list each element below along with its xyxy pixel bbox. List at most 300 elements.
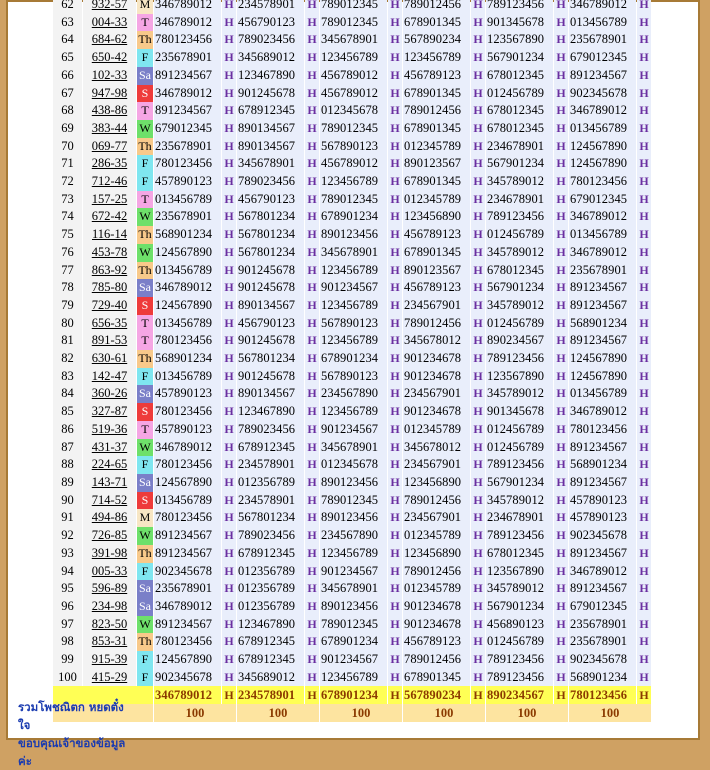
h-mark: H (554, 385, 568, 403)
h-mark: H (637, 226, 651, 244)
number-cell: 124567890 (569, 138, 636, 156)
h-mark: H (305, 49, 319, 67)
day-badge: S (137, 85, 153, 103)
row-code-cell (83, 421, 136, 439)
row-code-cell (83, 403, 136, 421)
summary-number: 567890234 (403, 686, 470, 704)
number-cell: 123456789 (320, 49, 387, 67)
number-cell: 890123456 (320, 509, 387, 527)
row-code-cell (83, 492, 136, 510)
row-code-link[interactable]: 391-98 (91, 545, 128, 560)
h-mark: H (637, 315, 651, 333)
day-badge: Sa (137, 67, 153, 85)
row-number: 96 (53, 598, 82, 616)
row-code-link[interactable]: 729-40 (91, 297, 128, 312)
h-mark: H (222, 509, 236, 527)
h-mark: H (305, 669, 319, 687)
number-cell: 901245678 (237, 262, 304, 280)
h-mark: H (471, 686, 485, 704)
row-number: 81 (53, 332, 82, 350)
h-mark: H (637, 669, 651, 687)
row-number: 83 (53, 368, 82, 386)
number-cell: 568901234 (569, 456, 636, 474)
h-mark: H (305, 368, 319, 386)
h-mark: H (554, 332, 568, 350)
h-mark: H (388, 0, 402, 14)
h-mark: H (554, 492, 568, 510)
number-cell: 780123456 (154, 31, 221, 49)
h-mark: H (388, 492, 402, 510)
h-mark: H (637, 509, 651, 527)
day-badge: T (137, 332, 153, 350)
table-row (53, 598, 651, 616)
row-number: 66 (53, 67, 82, 85)
number-cell: 890123567 (403, 262, 470, 280)
row-number: 86 (53, 421, 82, 439)
number-cell: 567890123 (320, 368, 387, 386)
h-mark: H (554, 633, 568, 651)
h-mark: H (471, 527, 485, 545)
row-number: 68 (53, 102, 82, 120)
number-cell: 780123456 (154, 509, 221, 527)
row-code-cell (83, 368, 136, 386)
row-code-cell (83, 85, 136, 103)
row-code-link[interactable]: 712-46 (91, 174, 128, 189)
number-cell: 012456789 (486, 226, 553, 244)
number-cell: 345789012 (486, 385, 553, 403)
number-cell: 124567890 (154, 244, 221, 262)
h-mark: H (554, 120, 568, 138)
h-mark: H (388, 67, 402, 85)
row-code-cell (83, 669, 136, 687)
h-mark: H (637, 173, 651, 191)
row-number: 79 (53, 297, 82, 315)
summary-number: 780123456 (569, 686, 636, 704)
row-code-link[interactable]: 005-33 (91, 563, 128, 578)
number-cell: 345678012 (403, 439, 470, 457)
row-code-cell (83, 563, 136, 581)
day-badge: S (137, 492, 153, 510)
row-code-link[interactable]: 431-37 (91, 439, 128, 454)
h-mark: H (388, 509, 402, 527)
h-mark: H (388, 527, 402, 545)
h-mark: H (388, 297, 402, 315)
number-cell: 891234567 (569, 297, 636, 315)
number-cell: 345789012 (486, 297, 553, 315)
h-mark: H (471, 191, 485, 209)
row-code-cell (83, 297, 136, 315)
h-mark: H (305, 191, 319, 209)
h-mark: H (637, 492, 651, 510)
row-code-link[interactable]: 823-50 (91, 616, 128, 631)
h-mark: H (637, 563, 651, 581)
number-cell: 678912345 (237, 633, 304, 651)
number-cell: 902345678 (154, 563, 221, 581)
row-code-link[interactable]: 656-35 (91, 315, 128, 330)
h-mark: H (305, 403, 319, 421)
row-code-link[interactable]: 726-85 (91, 528, 128, 543)
row-number: 80 (53, 315, 82, 333)
row-code-link[interactable]: 004-33 (91, 14, 128, 29)
row-code-link[interactable]: 947-98 (91, 85, 128, 100)
number-cell: 012356789 (237, 474, 304, 492)
row-code-link[interactable]: 684-62 (91, 32, 128, 47)
h-mark: H (554, 563, 568, 581)
h-mark: H (471, 332, 485, 350)
number-cell: 567801234 (237, 208, 304, 226)
h-mark: H (554, 474, 568, 492)
row-code-link[interactable]: 650-42 (91, 50, 128, 65)
day-badge: F (137, 173, 153, 191)
number-cell: 789012345 (320, 191, 387, 209)
row-code-cell (83, 191, 136, 209)
number-cell: 901234678 (403, 598, 470, 616)
row-number: 70 (53, 138, 82, 156)
h-mark: H (305, 633, 319, 651)
row-code-link[interactable]: 360-26 (91, 386, 128, 401)
number-cell: 789012456 (403, 315, 470, 333)
number-cell: 789012345 (320, 492, 387, 510)
number-cell: 901345678 (486, 403, 553, 421)
number-cell: 457890123 (154, 173, 221, 191)
h-mark: H (222, 244, 236, 262)
number-cell: 890134567 (237, 138, 304, 156)
number-cell: 567901234 (486, 598, 553, 616)
h-mark: H (637, 208, 651, 226)
row-code-link[interactable]: 157-25 (91, 191, 128, 206)
number-cell: 890123456 (320, 474, 387, 492)
table-row (53, 439, 651, 457)
number-cell: 234567901 (403, 385, 470, 403)
h-mark: H (388, 120, 402, 138)
number-cell: 234578901 (237, 456, 304, 474)
number-cell: 012345678 (320, 102, 387, 120)
h-mark: H (222, 297, 236, 315)
h-mark: H (554, 368, 568, 386)
row-number: 65 (53, 49, 82, 67)
h-mark: H (305, 509, 319, 527)
h-mark: H (554, 208, 568, 226)
h-mark: H (388, 244, 402, 262)
h-mark: H (222, 598, 236, 616)
h-mark: H (388, 173, 402, 191)
h-mark: H (305, 474, 319, 492)
number-cell: 678901345 (403, 244, 470, 262)
number-cell: 124567890 (154, 474, 221, 492)
number-cell: 345789012 (486, 492, 553, 510)
h-mark: H (637, 474, 651, 492)
h-mark: H (222, 120, 236, 138)
number-cell: 346789012 (569, 244, 636, 262)
number-cell: 567890234 (403, 31, 470, 49)
row-code-link[interactable]: 069-77 (91, 138, 128, 153)
number-cell: 890134567 (237, 385, 304, 403)
number-cell: 123456890 (403, 545, 470, 563)
row-code-cell (83, 226, 136, 244)
h-mark: H (388, 686, 402, 704)
row-code-link[interactable]: 672-42 (91, 209, 128, 224)
number-cell: 891234567 (154, 616, 221, 634)
number-cell: 235678901 (154, 49, 221, 67)
number-cell: 901234678 (403, 368, 470, 386)
h-mark: H (305, 226, 319, 244)
h-mark: H (637, 456, 651, 474)
row-code-link[interactable]: 102-33 (91, 67, 128, 82)
row-code-link[interactable]: 453-78 (91, 244, 128, 259)
day-badge: Sa (137, 580, 153, 598)
h-mark: H (554, 580, 568, 598)
number-cell: 345789012 (486, 244, 553, 262)
h-mark: H (554, 527, 568, 545)
h-mark: H (222, 616, 236, 634)
h-mark: H (305, 244, 319, 262)
number-cell: 890123456 (320, 226, 387, 244)
day-badge: W (137, 616, 153, 634)
number-cell: 456890123 (486, 616, 553, 634)
number-cell: 123456789 (320, 297, 387, 315)
row-code-link[interactable]: 383-44 (91, 120, 128, 135)
number-cell: 457890123 (569, 492, 636, 510)
h-mark: H (637, 332, 651, 350)
number-cell: 012345789 (403, 421, 470, 439)
table-row (53, 350, 651, 368)
h-mark: H (305, 651, 319, 669)
row-code-link[interactable]: 519-36 (91, 421, 128, 436)
number-cell: 901234678 (403, 350, 470, 368)
number-cell: 013456789 (569, 120, 636, 138)
row-code-cell (83, 14, 136, 32)
row-number: 93 (53, 545, 82, 563)
h-mark: H (305, 598, 319, 616)
total-cell: 100 (237, 704, 319, 722)
row-code-cell (83, 332, 136, 350)
number-cell: 456789012 (320, 85, 387, 103)
h-mark: H (222, 31, 236, 49)
h-mark: H (554, 545, 568, 563)
row-code-link[interactable]: 596-89 (91, 581, 128, 596)
number-cell: 789012345 (320, 120, 387, 138)
h-mark: H (471, 31, 485, 49)
number-cell: 780123456 (154, 332, 221, 350)
day-badge: F (137, 456, 153, 474)
h-mark: H (471, 633, 485, 651)
number-cell: 456790123 (237, 14, 304, 32)
row-number: 76 (53, 244, 82, 262)
row-code-link[interactable]: 224-65 (91, 457, 128, 472)
table-row (53, 332, 651, 350)
day-badge: T (137, 191, 153, 209)
number-cell: 123567890 (486, 563, 553, 581)
number-cell: 456789123 (403, 226, 470, 244)
row-code-link[interactable]: 327-87 (91, 404, 128, 419)
number-cell: 346789012 (569, 0, 636, 14)
h-mark: H (388, 191, 402, 209)
number-cell: 789123456 (486, 456, 553, 474)
h-mark: H (554, 279, 568, 297)
row-code-link[interactable]: 142-47 (91, 368, 128, 383)
row-code-cell (83, 456, 136, 474)
number-cell: 568901234 (569, 315, 636, 333)
number-cell: 123456789 (320, 262, 387, 280)
row-code-cell (83, 279, 136, 297)
number-cell: 901345678 (486, 14, 553, 32)
h-mark: H (554, 598, 568, 616)
number-cell: 012356789 (237, 563, 304, 581)
number-cell: 123567890 (486, 31, 553, 49)
row-code-link[interactable]: 630-61 (91, 351, 128, 366)
h-mark: H (554, 509, 568, 527)
h-mark: H (554, 155, 568, 173)
h-mark: H (637, 155, 651, 173)
number-cell: 345678901 (237, 155, 304, 173)
h-mark: H (388, 633, 402, 651)
row-code-link[interactable]: 286-35 (91, 156, 128, 171)
h-mark: H (637, 120, 651, 138)
number-cell: 012345678 (320, 456, 387, 474)
h-mark: H (388, 315, 402, 333)
h-mark: H (305, 155, 319, 173)
table-row (53, 297, 651, 315)
number-cell: 678912345 (237, 439, 304, 457)
h-mark: H (388, 102, 402, 120)
row-code-cell (83, 0, 136, 14)
number-cell: 679012345 (154, 120, 221, 138)
h-mark: H (305, 492, 319, 510)
h-mark: H (305, 102, 319, 120)
h-mark: H (305, 580, 319, 598)
number-cell: 901234567 (320, 651, 387, 669)
number-cell: 012456789 (486, 421, 553, 439)
row-number: 78 (53, 279, 82, 297)
footer-line-1: รวมโพชณิตก หยดตั๋งใจ (18, 700, 124, 732)
h-mark: H (471, 403, 485, 421)
row-code-cell (83, 474, 136, 492)
number-cell: 012345789 (403, 191, 470, 209)
h-mark: H (305, 616, 319, 634)
table-row (53, 120, 651, 138)
number-cell: 891234567 (154, 67, 221, 85)
table-row (53, 385, 651, 403)
number-cell: 789012345 (320, 14, 387, 32)
h-mark: H (554, 616, 568, 634)
row-code-link[interactable]: 853-31 (91, 634, 128, 649)
h-mark: H (222, 315, 236, 333)
h-mark: H (222, 527, 236, 545)
h-mark: H (471, 385, 485, 403)
row-number: 100 (53, 669, 82, 687)
h-mark: H (222, 85, 236, 103)
number-cell: 678901345 (403, 85, 470, 103)
number-cell: 902345678 (569, 651, 636, 669)
day-badge: W (137, 527, 153, 545)
h-mark: H (554, 102, 568, 120)
number-cell: 789123456 (486, 651, 553, 669)
number-cell: 891234567 (154, 102, 221, 120)
number-cell: 902345678 (569, 527, 636, 545)
number-cell: 345678012 (403, 332, 470, 350)
number-cell: 345689012 (237, 669, 304, 687)
h-mark: H (388, 669, 402, 687)
h-mark: H (637, 191, 651, 209)
number-cell: 780123456 (154, 456, 221, 474)
number-cell: 013456789 (154, 368, 221, 386)
table-row (53, 208, 651, 226)
day-badge: W (137, 208, 153, 226)
h-mark: H (222, 385, 236, 403)
row-code-link[interactable]: 116-14 (92, 227, 127, 242)
day-badge: Sa (137, 279, 153, 297)
number-cell: 123456789 (320, 332, 387, 350)
row-code-link[interactable]: 714-52 (91, 492, 128, 507)
number-cell: 235678901 (154, 138, 221, 156)
h-mark: H (554, 403, 568, 421)
number-cell: 345789012 (486, 173, 553, 191)
number-cell: 568901234 (154, 226, 221, 244)
number-cell: 901245678 (237, 85, 304, 103)
h-mark: H (305, 563, 319, 581)
number-cell: 789012345 (320, 0, 387, 14)
number-cell: 235678901 (154, 580, 221, 598)
h-mark: H (471, 509, 485, 527)
row-number: 88 (53, 456, 82, 474)
h-mark: H (305, 279, 319, 297)
day-badge: F (137, 651, 153, 669)
h-mark: H (637, 368, 651, 386)
row-code-link[interactable]: 863-92 (91, 262, 128, 277)
h-mark: H (471, 456, 485, 474)
number-cell: 567901234 (486, 49, 553, 67)
h-mark: H (554, 226, 568, 244)
row-code-link[interactable]: 785-80 (91, 280, 128, 295)
number-cell: 678912345 (237, 545, 304, 563)
table-row (53, 31, 651, 49)
row-code-link[interactable]: 438-86 (91, 103, 128, 118)
table-row (53, 85, 651, 103)
number-cell: 345678901 (320, 244, 387, 262)
h-mark: H (222, 350, 236, 368)
row-code-link[interactable]: 891-53 (91, 333, 128, 348)
row-code-cell (83, 651, 136, 669)
row-code-link[interactable]: 234-98 (91, 598, 128, 613)
number-cell: 234578901 (237, 492, 304, 510)
day-badge: Th (137, 226, 153, 244)
number-cell: 780123456 (569, 421, 636, 439)
h-mark: H (471, 208, 485, 226)
row-code-link[interactable]: 143-71 (91, 474, 128, 489)
row-number: 85 (53, 403, 82, 421)
number-cell: 012456789 (486, 439, 553, 457)
h-mark: H (305, 297, 319, 315)
table-row (53, 669, 651, 687)
h-mark: H (222, 0, 236, 14)
h-mark: H (471, 120, 485, 138)
number-cell: 456789012 (320, 67, 387, 85)
number-cell: 012345789 (403, 138, 470, 156)
number-cell: 890134567 (237, 120, 304, 138)
number-cell: 346789012 (569, 208, 636, 226)
row-code-link[interactable]: 915-39 (91, 652, 128, 667)
row-code-link[interactable]: 494-86 (91, 510, 128, 525)
number-cell: 890234567 (486, 332, 553, 350)
h-mark: H (637, 297, 651, 315)
number-cell: 789023456 (237, 31, 304, 49)
number-cell: 012345789 (403, 580, 470, 598)
number-cell: 234567901 (403, 297, 470, 315)
day-badge: W (137, 120, 153, 138)
h-mark: H (222, 421, 236, 439)
row-code-link[interactable]: 415-29 (91, 669, 128, 684)
row-code-link[interactable]: 932-57 (91, 0, 128, 11)
